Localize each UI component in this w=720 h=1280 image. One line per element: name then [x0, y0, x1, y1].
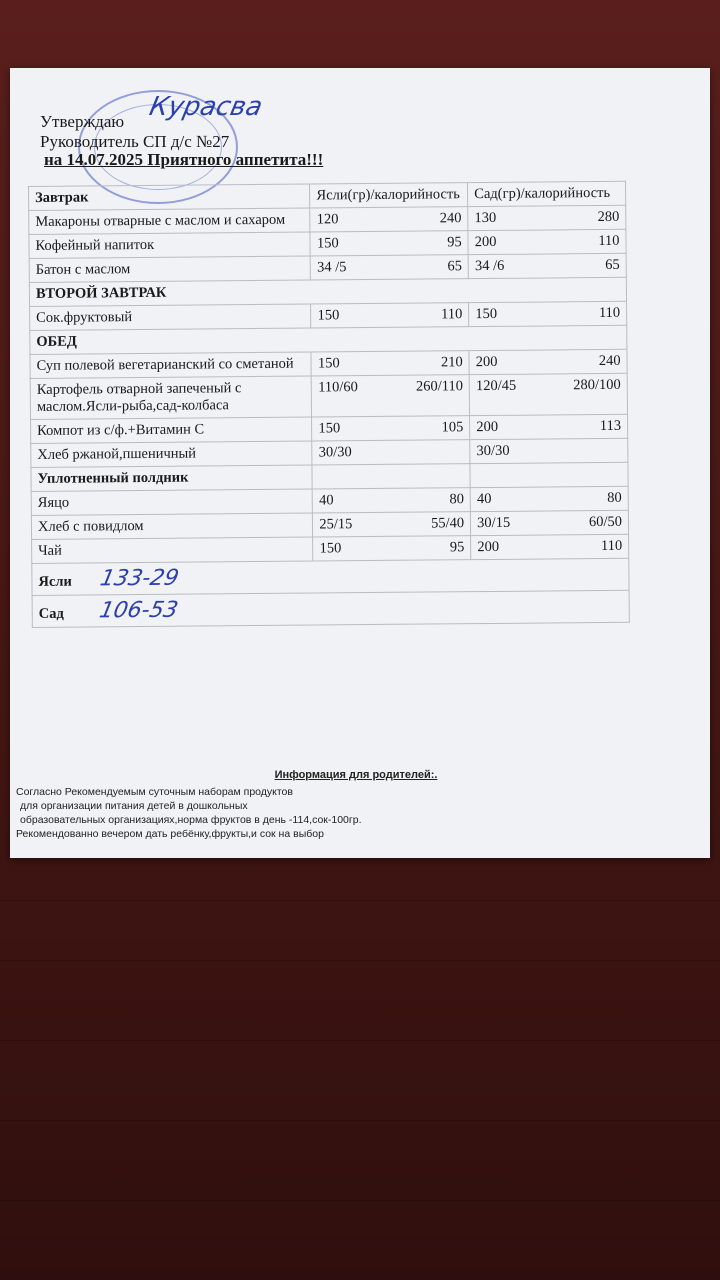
- total-label: Сад: [38, 605, 64, 622]
- nursery-cell: [313, 536, 471, 561]
- col-garden: Сад(гр)/калорийность: [468, 181, 626, 206]
- dish-name: Яяцо: [31, 489, 313, 515]
- garden-kcal: 113: [599, 417, 622, 435]
- garden-kcal: 65: [605, 256, 620, 273]
- col-nursery: Ясли(гр)/калорийность: [310, 183, 468, 208]
- garden-kcal: 240: [598, 352, 621, 370]
- garden-kcal: 110: [598, 232, 620, 250]
- dish-name: Чай: [32, 537, 314, 563]
- section-snack: Уплотненный полдник: [31, 465, 313, 491]
- garden-kcal: 80: [607, 489, 622, 506]
- approve-text: Утверждаю: [40, 112, 125, 131]
- signature: Курасва: [146, 92, 266, 122]
- nursery-cell: [312, 416, 470, 441]
- nursery-cell: [312, 375, 470, 417]
- nursery-grams: 150: [318, 420, 341, 437]
- table-row: [30, 373, 627, 419]
- garden-cell: [469, 349, 627, 374]
- garden-cell: [469, 301, 627, 326]
- nursery-grams: 150: [316, 235, 339, 252]
- nursery-kcal: 105: [441, 419, 464, 436]
- nursery-grams: 120: [316, 211, 339, 228]
- dish-name: Картофель отварной запеченый с маслом.Ясли-рыба,сад-колбаса: [30, 376, 312, 419]
- total-value: 133-29: [98, 565, 182, 592]
- dish-name: Компот из с/ф.+Витамин С: [31, 417, 313, 443]
- info-line: Рекомендованно вечером дать ребёнку,фрукты,и сок на выбор: [16, 828, 324, 841]
- nursery-cell: [310, 207, 468, 232]
- nursery-kcal: 260/110: [415, 378, 464, 395]
- nursery-kcal: 95: [447, 234, 462, 251]
- nursery-kcal: 80: [449, 491, 465, 508]
- nursery-cell: [310, 231, 468, 256]
- garden-grams: 30/15: [477, 514, 511, 532]
- nursery-grams: 110/60: [318, 379, 358, 396]
- garden-cell: [470, 414, 628, 439]
- garden-cell: [469, 373, 627, 415]
- menu-table: [28, 181, 630, 628]
- total-label: Ясли: [38, 573, 72, 590]
- lunch-rows: [30, 349, 628, 467]
- nursery-kcal: 55/40: [431, 515, 465, 532]
- nursery-kcal: 110: [441, 306, 463, 323]
- nursery-grams: 34 /5: [317, 259, 347, 276]
- garden-grams: 200: [476, 418, 499, 436]
- total-value: 106-53: [97, 597, 181, 624]
- garden-cell: [468, 205, 626, 230]
- date-line: на 14.07.2025 Приятного аппетита!!!: [44, 150, 324, 169]
- dish-name: Батон с маслом: [29, 256, 311, 282]
- garden-cell: [471, 534, 629, 559]
- garden-grams: 120/45: [475, 377, 517, 395]
- garden-grams: 30/30: [476, 442, 510, 460]
- nursery-grams: 150: [317, 355, 340, 372]
- garden-cell: [470, 486, 628, 511]
- nursery-cell: [313, 488, 471, 513]
- section-breakfast: Завтрак: [29, 184, 311, 210]
- nursery-cell: [313, 512, 471, 537]
- info-line: Согласно Рекомендуемым суточным наборам продуктов: [16, 785, 293, 798]
- garden-kcal: 110: [598, 304, 621, 322]
- section-lunch: ОБЕД: [30, 325, 627, 354]
- parent-info: [16, 768, 696, 842]
- breakfast-rows: [29, 205, 627, 282]
- nursery-cell: [311, 351, 469, 376]
- nursery-kcal: 240: [439, 210, 462, 227]
- total-rows: [32, 558, 630, 627]
- nursery-kcal: 210: [440, 354, 463, 371]
- dish-name: Суп полевой вегетарианский со сметаной: [30, 352, 312, 378]
- total-row: [32, 590, 629, 627]
- garden-grams: 200: [477, 538, 500, 556]
- garden-cell: [470, 438, 628, 463]
- info-title: Информация для родителей:.: [274, 769, 438, 781]
- garden-cell: [471, 510, 629, 535]
- garden-grams: 150: [475, 305, 498, 323]
- garden-kcal: 280: [597, 208, 620, 226]
- section-second: ВТОРОЙ ЗАВТРАК: [29, 277, 626, 306]
- nursery-grams: 25/15: [319, 516, 353, 533]
- manager-text: Руководитель СП д/с №27: [40, 132, 230, 151]
- dish-name: Кофейный напиток: [29, 232, 311, 258]
- nursery-grams: 30/30: [318, 444, 352, 461]
- info-line: для организации питания детей в дошкольных: [20, 800, 248, 813]
- nursery-cell: [311, 303, 469, 328]
- garden-grams: 200: [474, 233, 497, 251]
- snack-rows: [31, 486, 629, 563]
- nursery-kcal: 65: [447, 258, 462, 275]
- info-line: образовательных организациях,норма фруктов в день -114,сок-100гр.: [20, 814, 362, 827]
- nursery-grams: 40: [319, 492, 334, 509]
- dish-name: Сок.фруктовый: [30, 304, 312, 330]
- garden-grams: 34 /6: [474, 257, 505, 275]
- total-row: [32, 558, 629, 595]
- nursery-kcal: 95: [449, 539, 465, 556]
- garden-grams: 200: [475, 353, 498, 371]
- garden-grams: 130: [474, 209, 497, 227]
- garden-cell: [468, 229, 626, 254]
- garden-kcal: 60/50: [588, 513, 623, 531]
- garden-kcal: 110: [600, 537, 623, 555]
- nursery-cell: [312, 440, 470, 465]
- dish-name: Хлеб ржаной,пшеничный: [31, 441, 313, 467]
- dish-name: Хлеб с повидлом: [31, 513, 313, 539]
- nursery-cell: [311, 255, 469, 280]
- garden-kcal: 280/100: [573, 376, 621, 394]
- dish-name: Макароны отварные с маслом и сахаром: [29, 208, 311, 234]
- garden-cell: [468, 253, 626, 278]
- nursery-grams: 150: [317, 307, 340, 324]
- nursery-grams: 150: [319, 540, 342, 557]
- garden-grams: 40: [476, 490, 492, 508]
